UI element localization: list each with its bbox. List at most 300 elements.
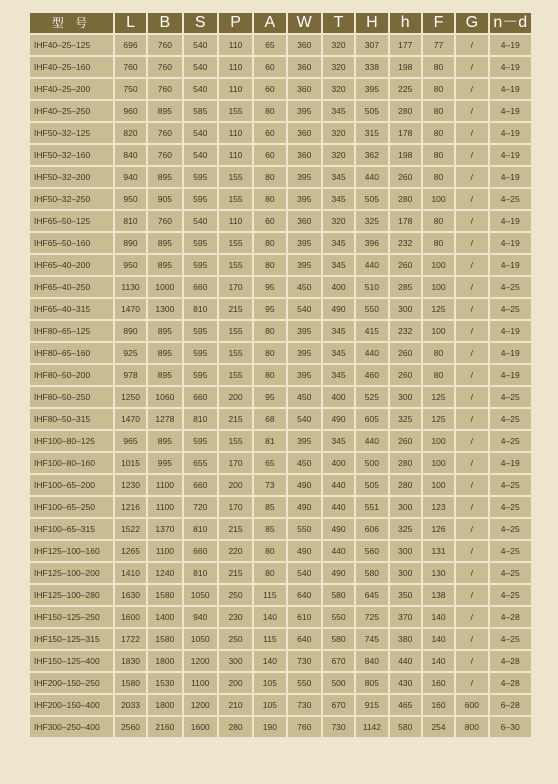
value-cell: /: [456, 35, 487, 55]
value-cell: /: [456, 167, 487, 187]
value-cell: 6–28: [490, 695, 531, 715]
value-cell: 500: [323, 673, 354, 693]
model-cell: IHF200–150–250: [30, 673, 113, 693]
value-cell: 490: [288, 497, 321, 517]
value-cell: 170: [219, 453, 252, 473]
value-cell: 85: [254, 497, 285, 517]
value-cell: 1050: [184, 629, 217, 649]
table-row: [30, 541, 531, 561]
value-cell: 4–19: [490, 145, 531, 165]
value-cell: 280: [390, 475, 421, 495]
value-cell: 6–30: [490, 717, 531, 737]
value-cell: 1230: [115, 475, 146, 495]
value-cell: 805: [356, 673, 387, 693]
value-cell: 440: [323, 541, 354, 561]
value-cell: 760: [148, 211, 181, 231]
value-cell: 810: [184, 519, 217, 539]
value-cell: 595: [184, 167, 217, 187]
value-cell: 345: [323, 365, 354, 385]
value-cell: 1600: [184, 717, 217, 737]
value-cell: 345: [323, 431, 354, 451]
value-cell: 230: [219, 607, 252, 627]
value-cell: 177: [390, 35, 421, 55]
table-row: [30, 255, 531, 275]
model-cell: IHF80–50–250: [30, 387, 113, 407]
table-row: [30, 321, 531, 341]
value-cell: 395: [288, 189, 321, 209]
table-header-row: [30, 13, 531, 33]
value-cell: 895: [148, 233, 181, 253]
value-cell: 490: [323, 563, 354, 583]
value-cell: 110: [219, 57, 252, 77]
value-cell: /: [456, 299, 487, 319]
value-cell: 80: [423, 123, 454, 143]
value-cell: 551: [356, 497, 387, 517]
value-cell: 606: [356, 519, 387, 539]
value-cell: 450: [288, 387, 321, 407]
value-cell: 580: [356, 563, 387, 583]
value-cell: 395: [288, 431, 321, 451]
value-cell: 95: [254, 299, 285, 319]
value-cell: 320: [323, 123, 354, 143]
value-cell: 1265: [115, 541, 146, 561]
value-cell: 1300: [148, 299, 181, 319]
model-cell: IHF80–50–315: [30, 409, 113, 429]
model-cell: IHF80–65–160: [30, 343, 113, 363]
value-cell: 905: [148, 189, 181, 209]
value-cell: 490: [288, 541, 321, 561]
table-row: [30, 409, 531, 429]
value-cell: 1800: [148, 695, 181, 715]
value-cell: 100: [423, 189, 454, 209]
value-cell: 80: [254, 189, 285, 209]
value-cell: 140: [254, 607, 285, 627]
value-cell: 300: [219, 651, 252, 671]
value-cell: 160: [423, 673, 454, 693]
value-cell: 160: [423, 695, 454, 715]
model-cell: IHF300–250–400: [30, 717, 113, 737]
value-cell: 2033: [115, 695, 146, 715]
table-row: [30, 101, 531, 121]
value-cell: 540: [184, 57, 217, 77]
value-cell: 345: [323, 101, 354, 121]
value-cell: 65: [254, 35, 285, 55]
value-cell: 540: [184, 211, 217, 231]
value-cell: 730: [288, 651, 321, 671]
value-cell: /: [456, 673, 487, 693]
value-cell: 4–25: [490, 431, 531, 451]
value-cell: 1200: [184, 651, 217, 671]
value-cell: 720: [184, 497, 217, 517]
value-cell: 4–25: [490, 563, 531, 583]
value-cell: 80: [423, 211, 454, 231]
value-cell: 362: [356, 145, 387, 165]
value-cell: 260: [390, 365, 421, 385]
model-cell: IHF65–50–160: [30, 233, 113, 253]
value-cell: 130: [423, 563, 454, 583]
value-cell: 4–28: [490, 673, 531, 693]
value-cell: 95: [254, 387, 285, 407]
value-cell: 895: [148, 101, 181, 121]
value-cell: 4–25: [490, 519, 531, 539]
value-cell: /: [456, 145, 487, 165]
value-cell: 60: [254, 79, 285, 99]
value-cell: 550: [288, 519, 321, 539]
value-cell: 895: [148, 365, 181, 385]
value-cell: 100: [423, 475, 454, 495]
header-5: A: [254, 13, 285, 33]
value-cell: 155: [219, 365, 252, 385]
value-cell: 580: [390, 717, 421, 737]
value-cell: 80: [254, 365, 285, 385]
value-cell: 540: [184, 145, 217, 165]
value-cell: 915: [356, 695, 387, 715]
value-cell: 280: [219, 717, 252, 737]
value-cell: 215: [219, 563, 252, 583]
value-cell: /: [456, 189, 487, 209]
value-cell: 320: [323, 57, 354, 77]
value-cell: 950: [115, 255, 146, 275]
value-cell: 895: [148, 343, 181, 363]
value-cell: 820: [115, 123, 146, 143]
value-cell: 1015: [115, 453, 146, 473]
value-cell: 560: [356, 541, 387, 561]
value-cell: 80: [254, 541, 285, 561]
value-cell: 320: [323, 35, 354, 55]
value-cell: 215: [219, 519, 252, 539]
table-row: [30, 607, 531, 627]
value-cell: 307: [356, 35, 387, 55]
table-row: [30, 717, 531, 737]
value-cell: 155: [219, 321, 252, 341]
value-cell: /: [456, 343, 487, 363]
value-cell: 995: [148, 453, 181, 473]
value-cell: 595: [184, 255, 217, 275]
value-cell: 960: [115, 101, 146, 121]
value-cell: 745: [356, 629, 387, 649]
value-cell: 65: [254, 453, 285, 473]
value-cell: 138: [423, 585, 454, 605]
value-cell: /: [456, 453, 487, 473]
value-cell: 60: [254, 123, 285, 143]
value-cell: 760: [288, 717, 321, 737]
value-cell: 660: [184, 387, 217, 407]
value-cell: 895: [148, 321, 181, 341]
value-cell: 4–19: [490, 35, 531, 55]
pump-dimension-table: [28, 11, 533, 739]
value-cell: 190: [254, 717, 285, 737]
table-row: [30, 211, 531, 231]
value-cell: 655: [184, 453, 217, 473]
value-cell: 215: [219, 409, 252, 429]
value-cell: 260: [390, 255, 421, 275]
value-cell: 80: [254, 321, 285, 341]
value-cell: 1470: [115, 299, 146, 319]
value-cell: 2160: [148, 717, 181, 737]
value-cell: 350: [390, 585, 421, 605]
model-cell: IHF125–100–280: [30, 585, 113, 605]
header-model: 型 号: [30, 13, 113, 33]
value-cell: 80: [423, 145, 454, 165]
value-cell: 940: [184, 607, 217, 627]
value-cell: 110: [219, 35, 252, 55]
value-cell: 77: [423, 35, 454, 55]
value-cell: 81: [254, 431, 285, 451]
value-cell: 505: [356, 475, 387, 495]
value-cell: /: [456, 321, 487, 341]
value-cell: 490: [288, 475, 321, 495]
value-cell: 198: [390, 57, 421, 77]
value-cell: 325: [390, 409, 421, 429]
value-cell: 725: [356, 607, 387, 627]
value-cell: 155: [219, 233, 252, 253]
header-1: L: [115, 13, 146, 33]
value-cell: 80: [254, 255, 285, 275]
value-cell: 338: [356, 57, 387, 77]
value-cell: 400: [323, 277, 354, 297]
header-11: G: [456, 13, 487, 33]
value-cell: /: [456, 233, 487, 253]
table-row: [30, 57, 531, 77]
value-cell: 380: [390, 629, 421, 649]
value-cell: 85: [254, 519, 285, 539]
value-cell: 250: [219, 585, 252, 605]
value-cell: 4–25: [490, 299, 531, 319]
value-cell: 80: [254, 343, 285, 363]
table-row: [30, 79, 531, 99]
value-cell: 4–25: [490, 585, 531, 605]
header-2: B: [148, 13, 181, 33]
value-cell: 140: [423, 651, 454, 671]
header-4: P: [219, 13, 252, 33]
value-cell: 80: [423, 233, 454, 253]
value-cell: 4–19: [490, 79, 531, 99]
model-cell: IHF50–32–200: [30, 167, 113, 187]
value-cell: 670: [323, 651, 354, 671]
value-cell: 490: [323, 519, 354, 539]
value-cell: 395: [356, 79, 387, 99]
value-cell: 215: [219, 299, 252, 319]
value-cell: 1400: [148, 607, 181, 627]
value-cell: 1580: [148, 629, 181, 649]
value-cell: 254: [423, 717, 454, 737]
value-cell: 80: [423, 101, 454, 121]
value-cell: 605: [356, 409, 387, 429]
value-cell: 840: [356, 651, 387, 671]
value-cell: 140: [423, 607, 454, 627]
value-cell: 505: [356, 189, 387, 209]
model-cell: IHF100–80–125: [30, 431, 113, 451]
model-cell: IHF65–40–200: [30, 255, 113, 275]
model-cell: IHF40–25–125: [30, 35, 113, 55]
value-cell: 80: [254, 233, 285, 253]
value-cell: 4–19: [490, 57, 531, 77]
value-cell: 4–25: [490, 497, 531, 517]
value-cell: 1100: [148, 497, 181, 517]
value-cell: 550: [288, 673, 321, 693]
value-cell: 810: [184, 409, 217, 429]
value-cell: 1100: [184, 673, 217, 693]
value-cell: 450: [288, 277, 321, 297]
value-cell: 840: [115, 145, 146, 165]
value-cell: 80: [254, 167, 285, 187]
value-cell: 4–19: [490, 343, 531, 363]
value-cell: 550: [323, 607, 354, 627]
value-cell: 345: [323, 167, 354, 187]
value-cell: 595: [184, 189, 217, 209]
value-cell: 325: [356, 211, 387, 231]
value-cell: 510: [356, 277, 387, 297]
value-cell: 760: [148, 57, 181, 77]
value-cell: 80: [423, 343, 454, 363]
value-cell: 300: [390, 387, 421, 407]
value-cell: /: [456, 475, 487, 495]
table-row: [30, 585, 531, 605]
value-cell: 4–25: [490, 189, 531, 209]
table-row: [30, 189, 531, 209]
header-9: h: [390, 13, 421, 33]
value-cell: 750: [115, 79, 146, 99]
value-cell: /: [456, 585, 487, 605]
value-cell: 300: [390, 497, 421, 517]
value-cell: /: [456, 101, 487, 121]
value-cell: 540: [288, 563, 321, 583]
model-cell: IHF80–65–125: [30, 321, 113, 341]
value-cell: 360: [288, 211, 321, 231]
value-cell: 300: [390, 299, 421, 319]
value-cell: 155: [219, 343, 252, 363]
value-cell: 925: [115, 343, 146, 363]
value-cell: 155: [219, 255, 252, 275]
table-row: [30, 431, 531, 451]
value-cell: 80: [423, 167, 454, 187]
table-row: [30, 475, 531, 495]
value-cell: 178: [390, 211, 421, 231]
value-cell: 595: [184, 431, 217, 451]
table-row: [30, 563, 531, 583]
value-cell: 110: [219, 79, 252, 99]
header-10: F: [423, 13, 454, 33]
value-cell: 978: [115, 365, 146, 385]
value-cell: /: [456, 607, 487, 627]
value-cell: 300: [390, 563, 421, 583]
value-cell: 540: [184, 35, 217, 55]
table-row: [30, 651, 531, 671]
value-cell: 440: [390, 651, 421, 671]
model-cell: IHF65–40–315: [30, 299, 113, 319]
value-cell: 125: [423, 409, 454, 429]
value-cell: 760: [148, 145, 181, 165]
value-cell: 440: [356, 255, 387, 275]
value-cell: 200: [219, 673, 252, 693]
value-cell: 80: [423, 57, 454, 77]
value-cell: 325: [390, 519, 421, 539]
value-cell: 730: [288, 695, 321, 715]
value-cell: 1200: [184, 695, 217, 715]
value-cell: 4–25: [490, 541, 531, 561]
value-cell: 540: [288, 409, 321, 429]
value-cell: 232: [390, 233, 421, 253]
value-cell: 895: [148, 431, 181, 451]
value-cell: 640: [288, 585, 321, 605]
value-cell: 360: [288, 145, 321, 165]
value-cell: 360: [288, 57, 321, 77]
value-cell: 1000: [148, 277, 181, 297]
value-cell: 640: [288, 629, 321, 649]
value-cell: 115: [254, 585, 285, 605]
value-cell: 395: [288, 101, 321, 121]
value-cell: 1216: [115, 497, 146, 517]
model-cell: IHF65–50–125: [30, 211, 113, 231]
value-cell: 100: [423, 277, 454, 297]
value-cell: 4–25: [490, 629, 531, 649]
value-cell: 540: [184, 79, 217, 99]
value-cell: 395: [288, 233, 321, 253]
value-cell: 345: [323, 189, 354, 209]
value-cell: 540: [288, 299, 321, 319]
value-cell: 4–19: [490, 321, 531, 341]
table-row: [30, 629, 531, 649]
value-cell: 260: [390, 343, 421, 363]
value-cell: 315: [356, 123, 387, 143]
value-cell: 415: [356, 321, 387, 341]
value-cell: 155: [219, 101, 252, 121]
value-cell: 100: [423, 321, 454, 341]
value-cell: 80: [423, 365, 454, 385]
header-6: W: [288, 13, 321, 33]
value-cell: 4–19: [490, 233, 531, 253]
value-cell: /: [456, 123, 487, 143]
value-cell: 115: [254, 629, 285, 649]
value-cell: /: [456, 365, 487, 385]
value-cell: 126: [423, 519, 454, 539]
value-cell: 4–19: [490, 453, 531, 473]
value-cell: 345: [323, 321, 354, 341]
value-cell: 1100: [148, 475, 181, 495]
value-cell: 125: [423, 299, 454, 319]
model-cell: IHF100–65–315: [30, 519, 113, 539]
model-cell: IHF100–65–200: [30, 475, 113, 495]
value-cell: 1240: [148, 563, 181, 583]
value-cell: 220: [219, 541, 252, 561]
value-cell: 105: [254, 673, 285, 693]
value-cell: 4–19: [490, 255, 531, 275]
value-cell: 895: [148, 167, 181, 187]
value-cell: 125: [423, 387, 454, 407]
value-cell: 2560: [115, 717, 146, 737]
model-cell: IHF100–80–160: [30, 453, 113, 473]
value-cell: 1142: [356, 717, 387, 737]
value-cell: 285: [390, 277, 421, 297]
model-cell: IHF40–25–160: [30, 57, 113, 77]
value-cell: 1722: [115, 629, 146, 649]
value-cell: 4–25: [490, 409, 531, 429]
value-cell: 155: [219, 431, 252, 451]
model-cell: IHF50–32–125: [30, 123, 113, 143]
model-cell: IHF150–125–315: [30, 629, 113, 649]
value-cell: 395: [288, 255, 321, 275]
table-row: [30, 35, 531, 55]
value-cell: 200: [219, 475, 252, 495]
value-cell: /: [456, 79, 487, 99]
value-cell: 1060: [148, 387, 181, 407]
value-cell: 660: [184, 277, 217, 297]
value-cell: 580: [323, 629, 354, 649]
value-cell: 940: [115, 167, 146, 187]
value-cell: 60: [254, 211, 285, 231]
value-cell: 395: [288, 343, 321, 363]
value-cell: 395: [288, 365, 321, 385]
